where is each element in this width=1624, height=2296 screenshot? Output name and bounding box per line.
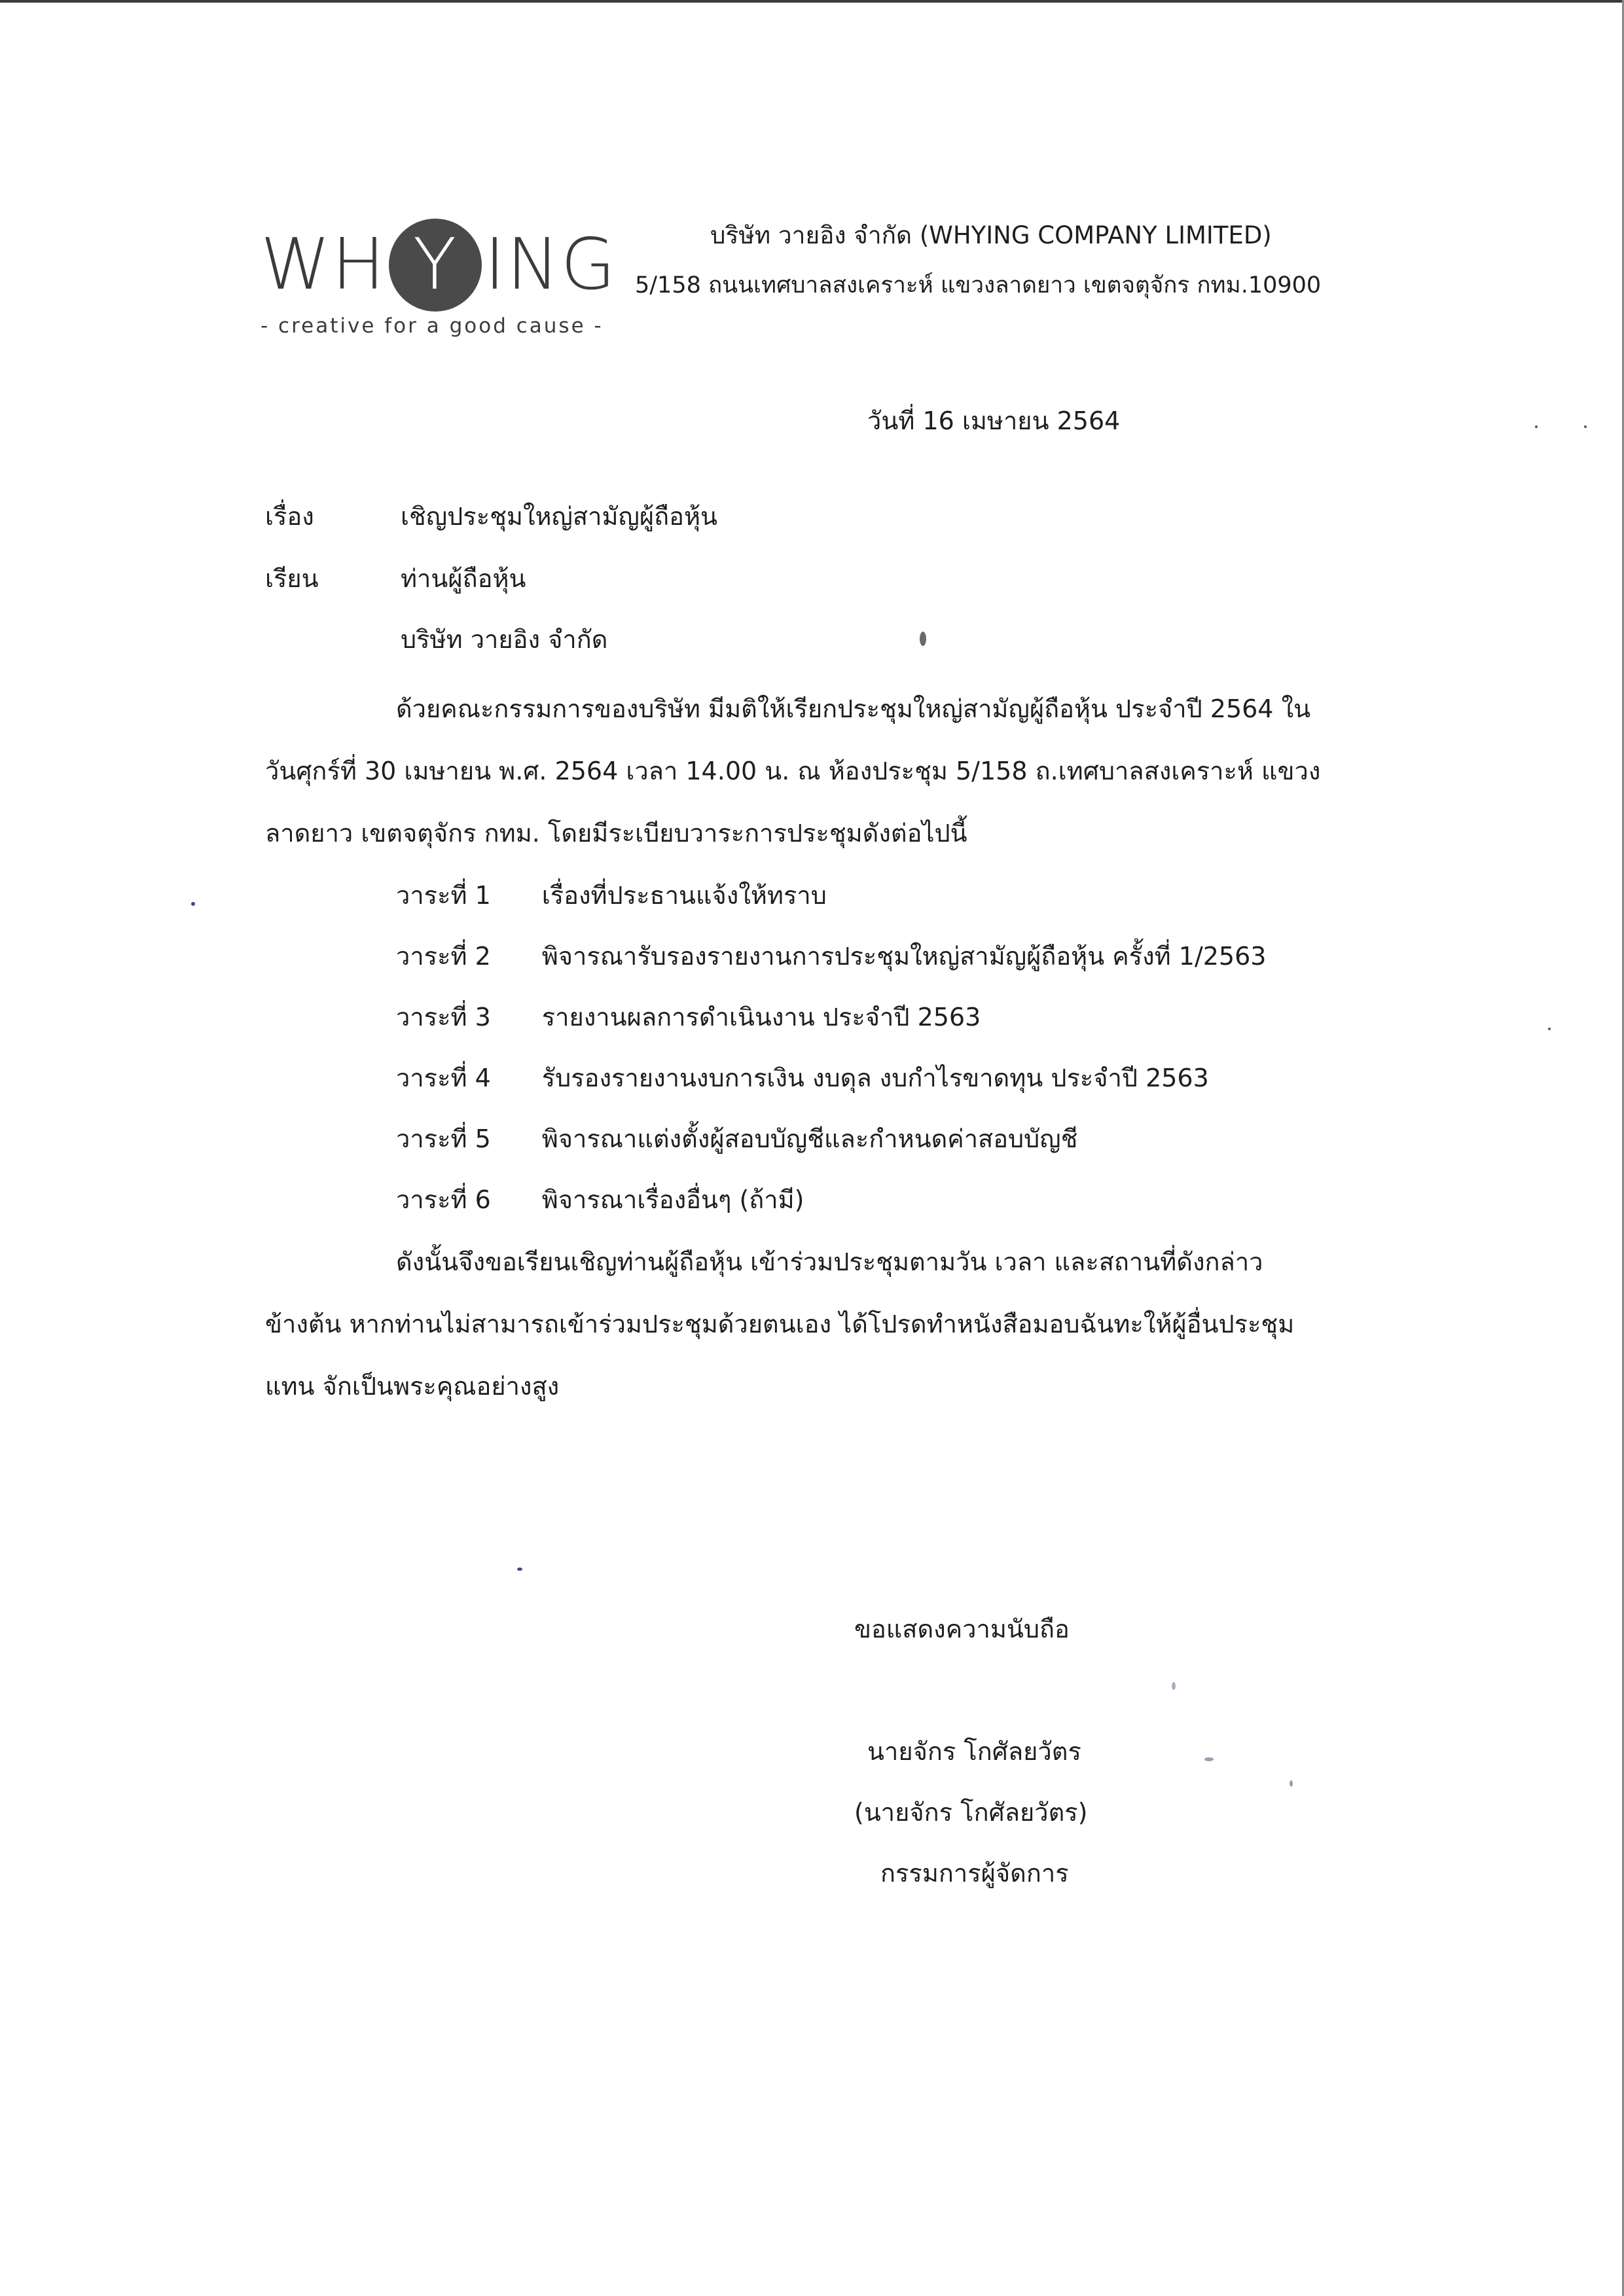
agenda-item-text: พิจารณาแต่งตั้งผู้สอบบัญชีและกำหนดค่าสอบบัญชี	[541, 1124, 1078, 1153]
agenda-item	[396, 1179, 804, 1219]
paragraph-1-line-1: ด้วยคณะกรรมการของบริษัท มีมติให้เรียกประชุมใหญ่สามัญผู้ถือหุ้น ประจำปี 2564 ใน	[396, 694, 1311, 723]
paragraph-2-line-3: แทน จักเป็นพระคุณอย่างสูง	[265, 1372, 560, 1401]
agenda-item-number: 3	[475, 1003, 491, 1031]
agenda-item-text: รายงานผลการดำเนินงาน ประจำปี 2563	[541, 1003, 981, 1031]
agenda-item-text: พิจารณารับรองรายงานการประชุมใหญ่สามัญผู้ถือหุ้น ครั้งที่ 1/2563	[541, 942, 1267, 971]
company-name: บริษัท วายอิง จำกัด (WHYING COMPANY LIMITED)	[710, 221, 1272, 249]
subject-value: เชิญประชุมใหญ่สามัญผู้ถือหุ้น	[401, 502, 717, 531]
scan-speck	[1584, 425, 1587, 428]
printed-name: (นายจักร โกศัลยวัตร)	[854, 1798, 1088, 1827]
agenda-item-number: 2	[475, 942, 491, 971]
logo-tagline: - creative for a good cause -	[261, 314, 604, 338]
agenda-item-text: พิจารณาเรื่องอื่นๆ (ถ้ามี)	[541, 1185, 804, 1214]
agenda-item	[396, 875, 827, 915]
agenda-item	[396, 936, 1266, 976]
closing-regards: ขอแสดงความนับถือ	[854, 1615, 1070, 1643]
paragraph-2-line-1: ดังนั้นจึงขอเรียนเชิญท่านผู้ถือหุ้น เข้าร่วมประชุมตามวัน เวลา และสถานที่ดังกล่าว	[396, 1247, 1263, 1276]
agenda-item	[396, 1119, 1077, 1158]
agenda-item-label: วาระที่	[396, 1003, 467, 1031]
logo-text-post: ING	[484, 224, 617, 306]
logo-circle-letter: Y	[389, 219, 482, 312]
agenda-item-text: รับรองรายงานงบการเงิน งบดุล งบกำไรขาดทุน ประจำปี 2563	[541, 1064, 1209, 1092]
recipient-line-1: ท่านผู้ถือหุ้น	[401, 564, 526, 593]
scan-speck	[1535, 425, 1538, 428]
agenda-item-label: วาระที่	[396, 881, 467, 910]
recipient-label: เรียน	[265, 564, 319, 593]
logo-text-pre: WH	[261, 224, 386, 306]
agenda-item	[396, 1058, 1209, 1098]
page-top-edge	[0, 0, 1624, 3]
scan-speck	[1548, 1028, 1551, 1030]
agenda-item-label: วาระที่	[396, 1124, 467, 1153]
scan-speck	[517, 1568, 522, 1571]
company-logo	[261, 216, 617, 347]
signatory-position: กรรมการผู้จัดการ	[880, 1859, 1069, 1888]
agenda-item-label: วาระที่	[396, 1185, 467, 1214]
signature-name: นายจักร โกศัลยวัตร	[867, 1737, 1081, 1766]
paragraph-2-line-2: ข้างต้น หากท่านไม่สามารถเข้าร่วมประชุมด้วยตนเอง ได้โปรดทำหนังสือมอบฉันทะให้ผู้อื่นประชุม	[265, 1310, 1295, 1338]
agenda-item-number: 6	[475, 1185, 491, 1214]
scan-speck	[1290, 1780, 1293, 1787]
agenda-item-number: 4	[475, 1064, 491, 1092]
agenda-item-label: วาระที่	[396, 942, 467, 971]
subject-label: เรื่อง	[265, 502, 314, 531]
letter-date: วันที่ 16 เมษายน 2564	[867, 406, 1121, 435]
scan-speck	[1204, 1757, 1214, 1761]
recipient-line-2: บริษัท วายอิง จำกัด	[401, 625, 608, 654]
agenda-item-label: วาระที่	[396, 1064, 467, 1092]
agenda-item-number: 1	[475, 881, 491, 910]
logo-wordmark	[261, 216, 617, 314]
agenda-item-text: เรื่องที่ประธานแจ้งให้ทราบ	[541, 881, 827, 910]
paragraph-1-line-2: วันศุกร์ที่ 30 เมษายน พ.ศ. 2564 เวลา 14.00 น. ณ ห้องประชุม 5/158 ถ.เทศบาลสงเคราะห์ แขวง	[265, 757, 1321, 785]
agenda-item	[396, 997, 981, 1037]
paragraph-1-line-3: ลาดยาว เขตจตุจักร กทม. โดยมีระเบียบวาระการประชุมดังต่อไปนี้	[265, 819, 967, 848]
agenda-item-number: 5	[475, 1124, 491, 1153]
company-address: 5/158 ถนนเทศบาลสงเคราะห์ แขวงลาดยาว เขตจตุจักร กทม.10900	[635, 272, 1322, 298]
scan-speck	[191, 902, 195, 906]
scan-speck	[920, 632, 926, 646]
scan-speck	[1172, 1682, 1176, 1690]
